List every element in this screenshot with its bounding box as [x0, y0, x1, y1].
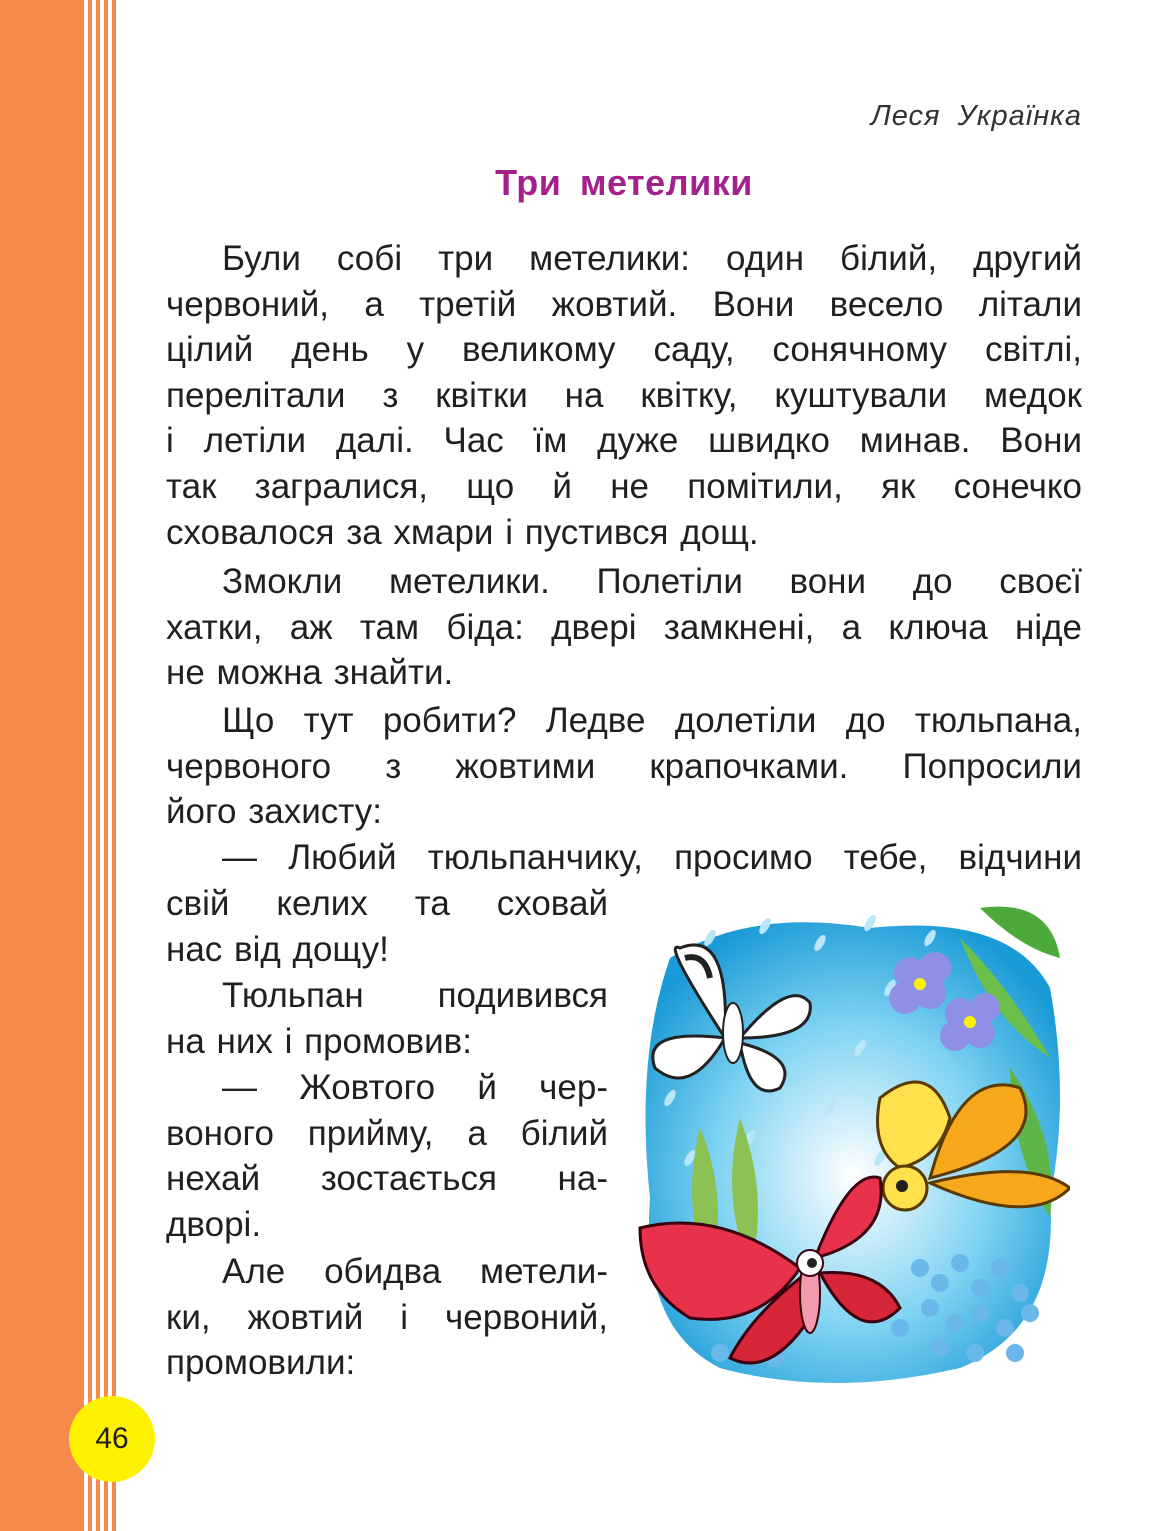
- side-stripes: [84, 0, 120, 1531]
- text-line: нехай зостається на-: [166, 1159, 608, 1199]
- text-line: і летіли далі. Час їм дуже швидко минав. Вони: [166, 421, 1082, 461]
- text-line: хатки, аж там біда: двері замкнені, а ключа ніде: [166, 607, 1082, 647]
- text-line: не можна знайти.: [166, 653, 454, 693]
- text-line: сховалося за хмари і пустився дощ.: [166, 512, 759, 552]
- paragraph-7: [166, 1249, 608, 1386]
- text-line: нас від дощу!: [166, 929, 389, 969]
- text-line: на них і промовив:: [166, 1021, 472, 1061]
- page-number: 46: [69, 1396, 155, 1482]
- text-line: Змокли метелики. Полетіли вони до своєї: [222, 562, 1082, 601]
- text-line: перелітали з квітки на квітку, куштували медок: [166, 375, 1082, 415]
- author: Леся Українка: [870, 100, 1082, 132]
- text-line: Були собі три метелики: один білий, другий: [222, 239, 1082, 278]
- text-line: дворі.: [166, 1204, 262, 1244]
- paragraph-4: [166, 835, 1082, 881]
- paragraph-4-narrow: [166, 881, 608, 972]
- text-line: червоного з жовтими крапочками. Попросили: [166, 746, 1082, 786]
- paragraph-5: [166, 973, 608, 1064]
- paragraph-6: [166, 1065, 608, 1247]
- text-line: ки, жовтий і червоний,: [166, 1297, 608, 1337]
- paragraph-3: [166, 698, 1082, 835]
- text-line: червоний, а третій жовтий. Вони весело літали: [166, 284, 1082, 324]
- paragraph-1: [166, 236, 1082, 555]
- text-line: його захисту:: [166, 792, 382, 832]
- story-title: Три метелики: [495, 162, 753, 203]
- text-line: цілий день у великому саду, сонячному світлі,: [166, 330, 1082, 370]
- side-band: [0, 0, 84, 1531]
- text-line: — Любий тюльпанчику, просимо тебе, відчини: [222, 838, 1082, 877]
- butterflies-illustration: [630, 898, 1070, 1398]
- text-line: Тюльпан подивився: [222, 976, 608, 1015]
- paragraph-2: [166, 559, 1082, 696]
- text-line: Але обидва метели-: [222, 1252, 608, 1291]
- text-line: — Жовтого й чер-: [222, 1068, 608, 1107]
- text-line: так загралися, що й не помітили, як сонечко: [166, 466, 1082, 506]
- text-line: Що тут робити? Ледве долетіли до тюльпана,: [222, 701, 1082, 740]
- text-line: свій келих та сховай: [166, 884, 608, 923]
- text-line: воного прийму, а білий: [166, 1113, 608, 1153]
- text-line: промовили:: [166, 1343, 356, 1383]
